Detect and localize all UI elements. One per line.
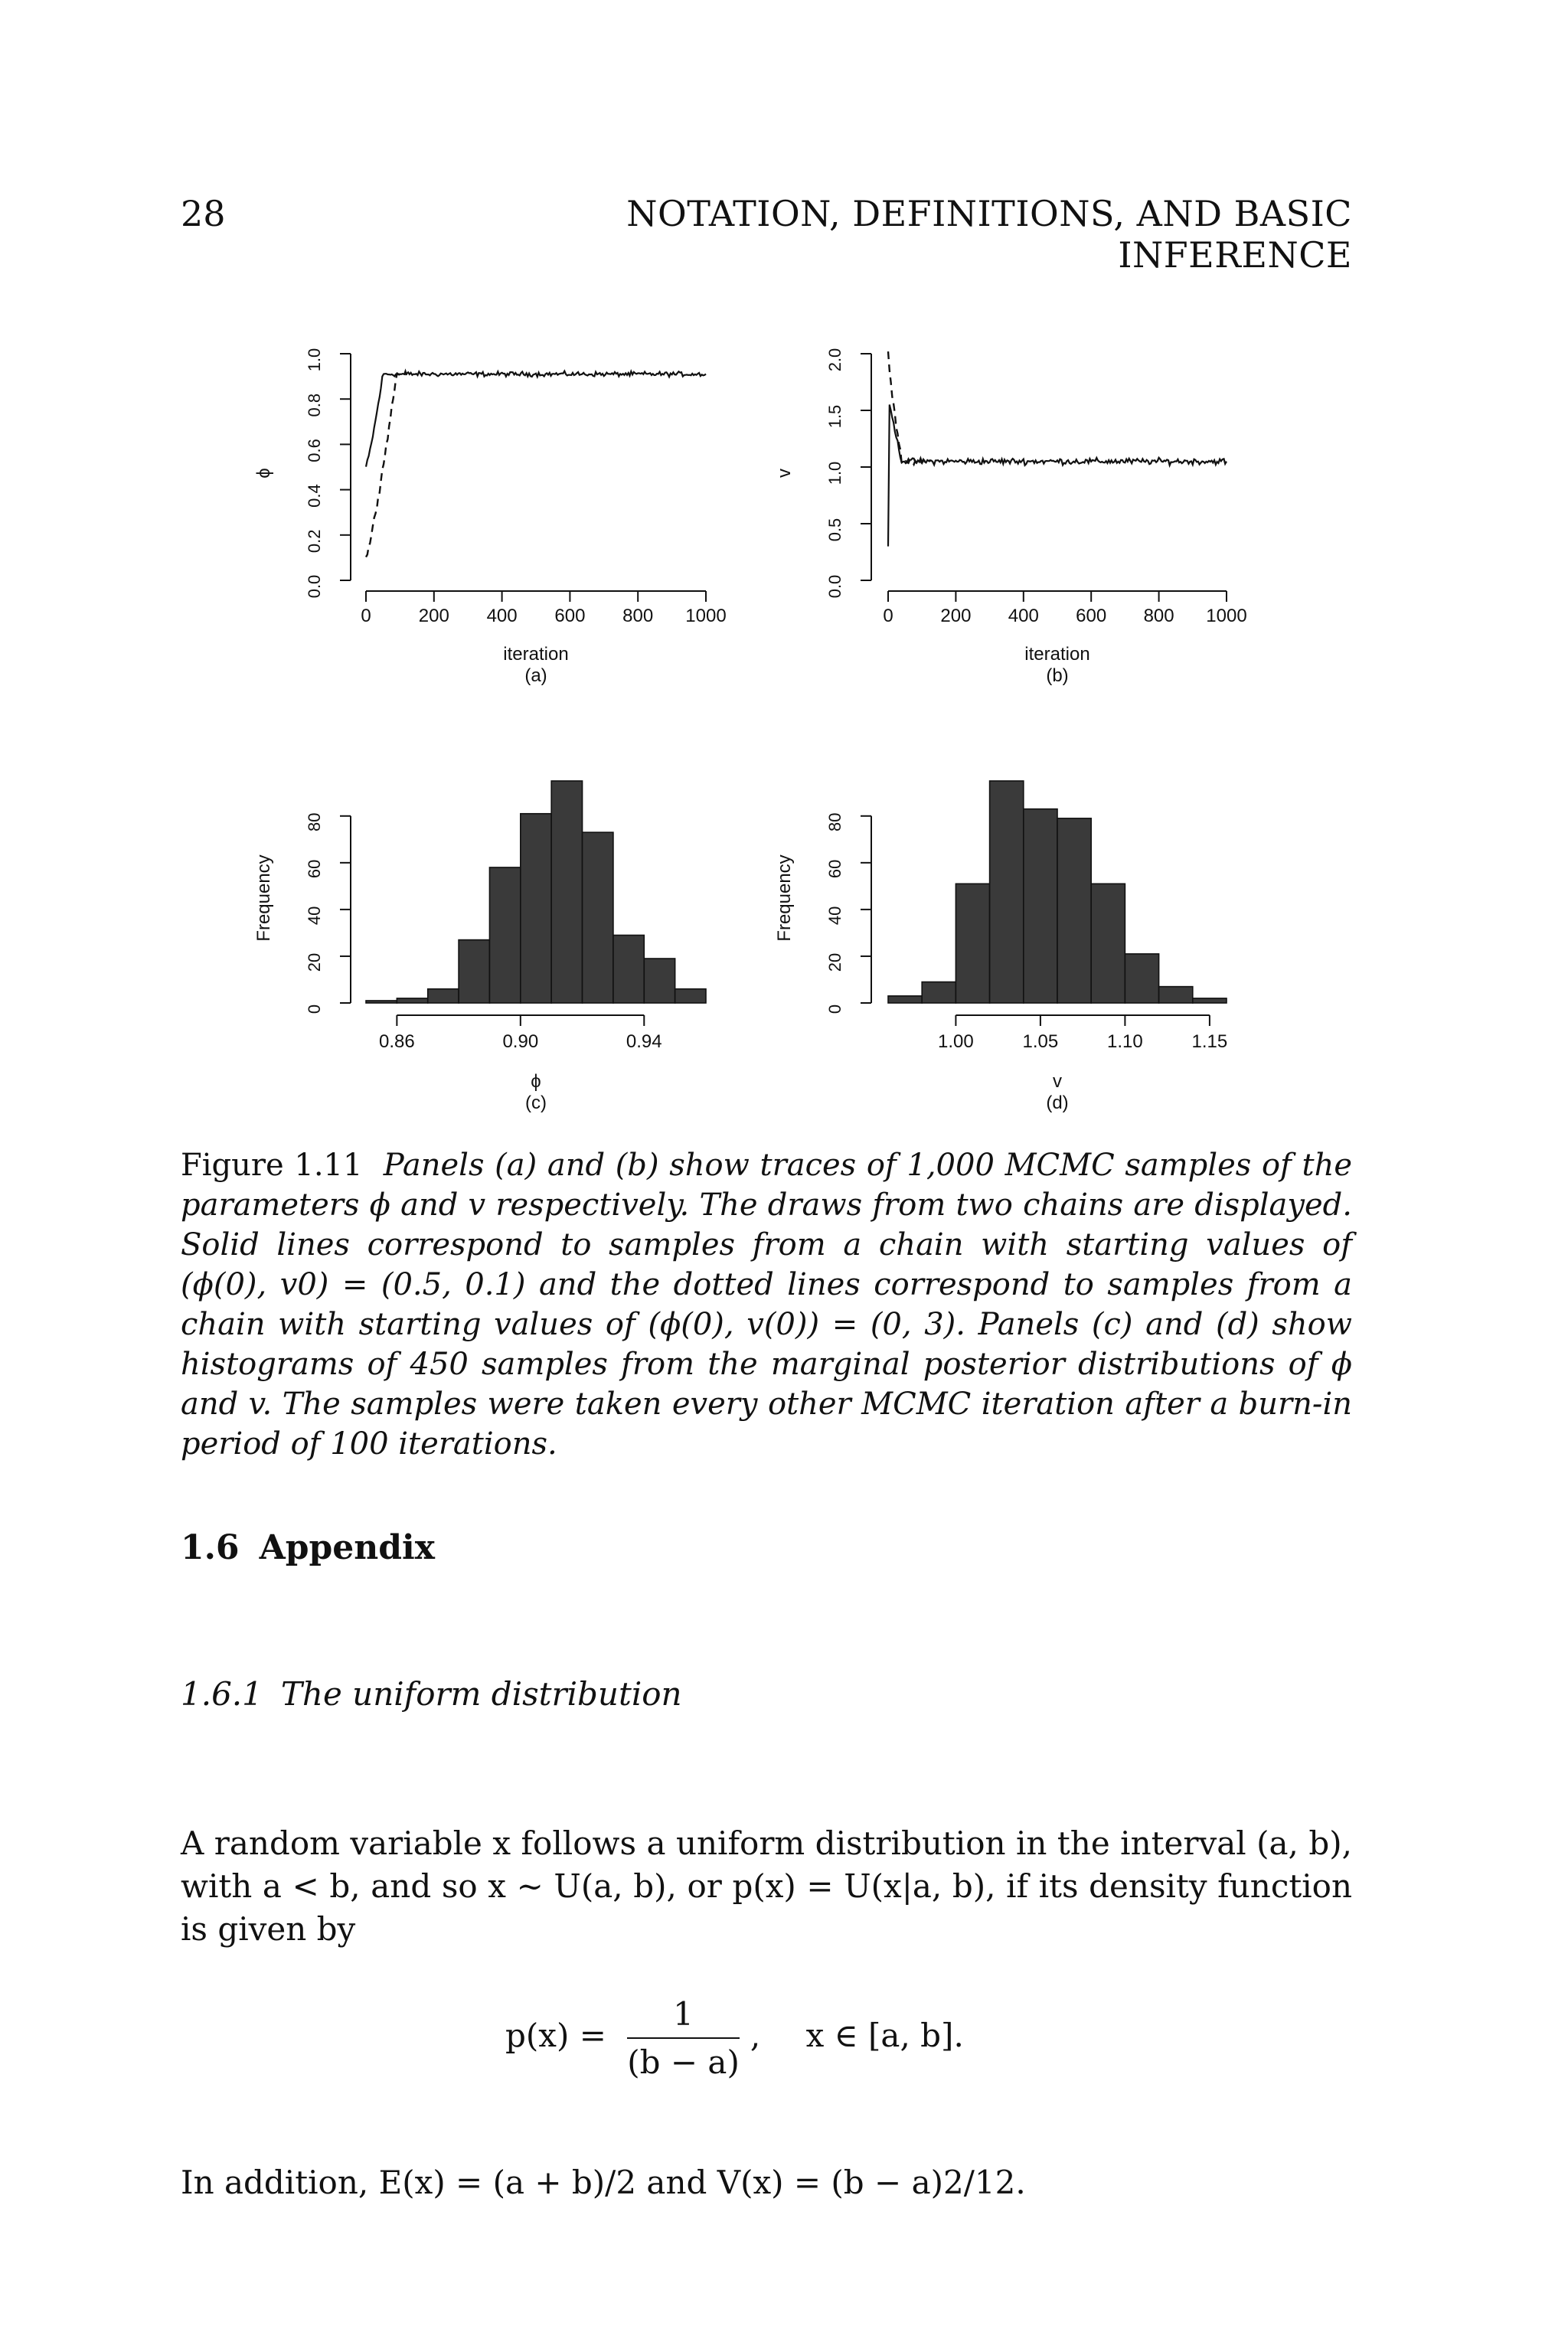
subsection-number: 1.6.1 <box>181 1675 263 1713</box>
x-axis-label: iteration <box>503 644 569 665</box>
section-title: Appendix <box>259 1528 435 1567</box>
caption-label: Figure 1.11 <box>181 1148 363 1183</box>
x-tick-label: 0.94 <box>626 1031 662 1052</box>
trace-dashed-series <box>366 371 408 557</box>
y-axis-label: Frequency <box>774 854 795 942</box>
histogram-bar <box>613 935 644 1003</box>
panel-label: (b) <box>1046 665 1069 686</box>
subsection-title: The uniform distribution <box>280 1675 682 1713</box>
x-tick-label: 200 <box>940 606 972 626</box>
y-tick-label: 60 <box>825 859 844 879</box>
y-tick-label: 1.0 <box>825 461 844 485</box>
y-tick-label: 40 <box>305 906 324 926</box>
x-tick-label: 1.10 <box>1107 1031 1143 1052</box>
y-tick-label: 0.5 <box>825 518 844 542</box>
x-tick-label: 600 <box>554 606 586 626</box>
x-tick-label: 400 <box>486 606 518 626</box>
caption-text: Panels (a) and (b) show traces of 1,000 MCMC samples of the parameters ϕ and v respectively. The draws from two chains are displayed. Solid lines correspond to samples from a chain with starting values of (ϕ(0), v0) = (0.5, 0.1) and the dotted lines correspond to samples from a chain with starting values of (ϕ(0), v(0)) = (0, 3). Panels (c) and (d) show histograms of 450 samples from the marginal posterior distributions of ϕ and v. The samples were taken every other MCMC iteration after a burn-in period of 100 iterations. <box>181 1148 1352 1462</box>
x-tick-label: 0.90 <box>502 1031 539 1052</box>
y-axis-label: Frequency <box>253 854 274 942</box>
histogram-bar <box>888 996 922 1003</box>
histogram-bar <box>922 982 956 1003</box>
y-tick-label: 0.8 <box>305 393 324 417</box>
x-tick-label: 800 <box>622 606 654 626</box>
x-tick-label: 0 <box>361 606 371 626</box>
histogram-bar <box>551 781 582 1003</box>
running-head: NOTATION, DEFINITIONS, AND BASIC INFERENCE <box>626 193 1352 276</box>
page-number: 28 <box>181 193 226 234</box>
figure-caption <box>181 1145 1352 1464</box>
y-tick-label: 0.4 <box>305 484 324 508</box>
equation-numerator: 1 <box>627 1995 740 2039</box>
uniform-density-equation <box>505 1995 964 2081</box>
trace-solid-series <box>888 405 1227 547</box>
x-axis-label: ϕ <box>531 1071 541 1092</box>
y-tick-label: 0.0 <box>825 574 844 599</box>
y-tick-label: 1.0 <box>305 348 324 372</box>
x-tick-label: 800 <box>1143 606 1174 626</box>
y-tick-label: 80 <box>825 812 844 832</box>
figure-1-11 <box>0 0 1568 1133</box>
y-tick-label: 0.6 <box>305 439 324 462</box>
equation-sep: , <box>750 2017 761 2054</box>
equation-lhs: p(x) = <box>505 2017 606 2054</box>
panel-label: (a) <box>524 665 547 686</box>
panel-label: (d) <box>1046 1093 1069 1113</box>
equation-denominator: (b − a) <box>627 2043 740 2081</box>
paragraph-uniform-def: A random variable x follows a uniform distribution in the interval (a, b), with a < b, and so x ∼ U(a, b), or p(x) = U(x|a, b), if its density function is given by <box>181 1824 1352 1948</box>
y-tick-label: 0 <box>305 1004 324 1014</box>
histogram-bar <box>956 884 989 1003</box>
y-axis-label: v <box>774 469 795 478</box>
y-tick-label: 20 <box>825 952 844 972</box>
histogram-bar <box>675 989 706 1003</box>
histogram-bar <box>489 867 520 1003</box>
histogram-bar <box>1159 987 1193 1003</box>
histogram-bar <box>583 832 613 1003</box>
y-tick-label: 0.2 <box>305 529 324 554</box>
histogram-bar <box>1091 884 1125 1003</box>
histogram-bar <box>397 998 427 1003</box>
histogram-bar <box>1193 998 1227 1003</box>
x-tick-label: 1.15 <box>1191 1031 1228 1052</box>
equation-fraction <box>627 1995 740 2081</box>
x-tick-label: 1000 <box>1206 606 1247 626</box>
section-heading <box>181 1528 435 1567</box>
trace-solid-series <box>366 371 706 467</box>
trace-dashed-series <box>888 351 930 464</box>
y-tick-label: 1.5 <box>825 404 844 429</box>
y-tick-label: 0 <box>825 1004 844 1014</box>
histogram-bar <box>1024 809 1057 1003</box>
panel-label: (c) <box>525 1093 547 1113</box>
histogram-bar <box>1125 954 1158 1003</box>
equation-condition: x ∈ [a, b]. <box>805 2017 964 2054</box>
histogram-bar <box>366 1001 397 1003</box>
y-tick-label: 60 <box>305 859 324 879</box>
histogram-bar <box>521 814 551 1003</box>
histogram-bar <box>990 781 1024 1003</box>
paragraph-moments: In addition, E(x) = (a + b)/2 and V(x) = (b − a)2/12. <box>181 2164 1026 2201</box>
y-tick-label: 0.0 <box>305 574 324 599</box>
x-axis-label: iteration <box>1024 644 1090 665</box>
x-axis-label: v <box>1053 1071 1062 1092</box>
y-axis-label: ϕ <box>253 468 274 479</box>
histogram-bar <box>1057 818 1091 1003</box>
x-tick-label: 1000 <box>685 606 727 626</box>
x-tick-label: 0.86 <box>379 1031 415 1052</box>
x-tick-label: 400 <box>1008 606 1039 626</box>
y-tick-label: 40 <box>825 906 844 926</box>
y-tick-label: 2.0 <box>825 348 844 372</box>
section-number: 1.6 <box>181 1528 240 1567</box>
y-tick-label: 20 <box>305 952 324 972</box>
histogram-bar <box>428 989 459 1003</box>
y-tick-label: 80 <box>305 812 324 832</box>
x-tick-label: 1.05 <box>1022 1031 1059 1052</box>
histogram-bar <box>644 959 675 1003</box>
x-tick-label: 0 <box>883 606 893 626</box>
histogram-bar <box>459 940 489 1003</box>
subsection-heading <box>181 1675 682 1713</box>
x-tick-label: 600 <box>1076 606 1107 626</box>
x-tick-label: 1.00 <box>938 1031 974 1052</box>
x-tick-label: 200 <box>418 606 449 626</box>
